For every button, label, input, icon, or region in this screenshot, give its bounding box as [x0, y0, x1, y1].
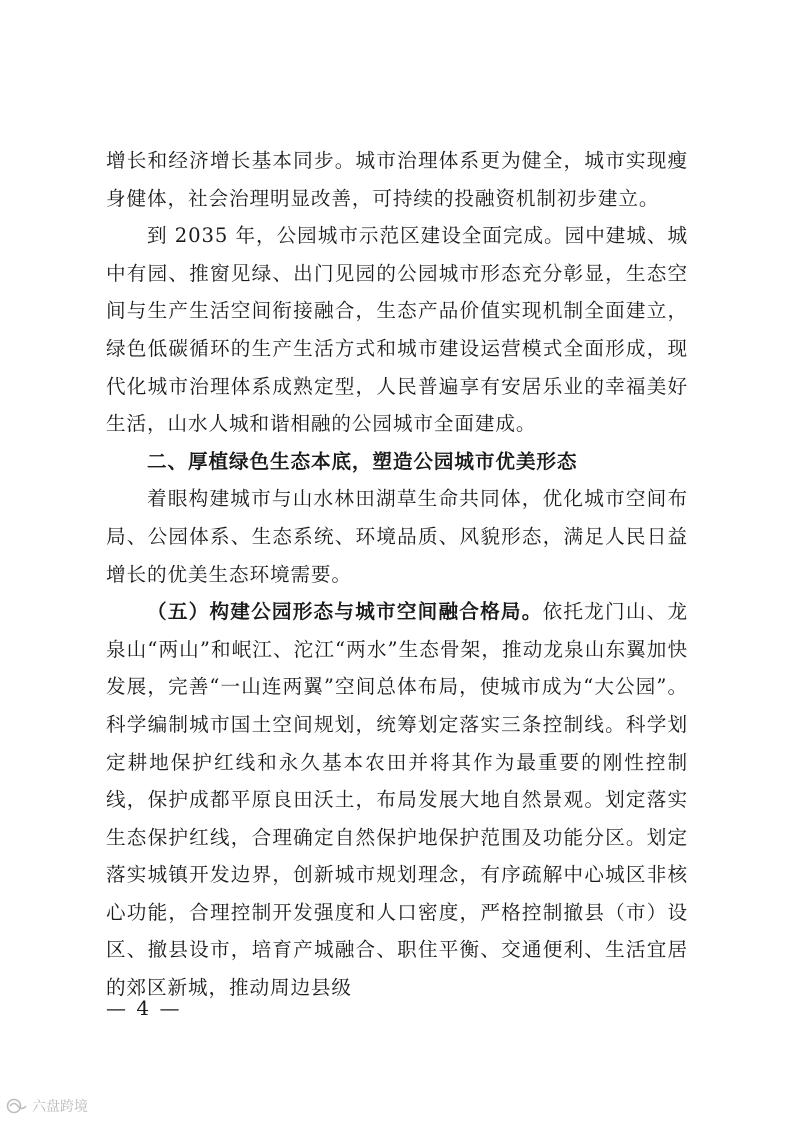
document-body	[106, 142, 688, 1007]
app-logo-icon	[6, 1097, 28, 1115]
paragraph-section-intro: 着眼构建城市与山水林田湖草生命共同体，优化城市空间布局、公园体系、生态系统、环境品质、风貌形态，满足人民日益增长的优美生态环境需要。	[106, 487, 688, 586]
item-five-lead: （五）构建公园形态与城市空间融合格局。	[147, 600, 543, 624]
section-heading: 二、厚植绿色生态本底，塑造公园城市优美形态	[147, 449, 578, 473]
paragraph-2035-goals: 到 2035 年，公园城市示范区建设全面完成。园中建城、城中有园、推窗见绿、出门见园的公园城市形态充分彰显，生态空间与生产生活空间衔接融合，生态产品价值实现机制全面建立，绿色低碳循环的生产生活方式和城市建设运营模式全面形成，现代化城市治理体系成熟定型，人民普遍享有安居乐业的幸福美好生活，山水人城和谐相融的公园城市全面建成。	[106, 224, 688, 436]
paragraph-goals-continued: 增长和经济增长基本同步。城市治理体系更为健全，城市实现瘦身健体，社会治理明显改善，可持续的投融资机制初步建立。	[106, 149, 688, 210]
watermark	[6, 1096, 88, 1116]
watermark-text: 六盘跨境	[32, 1099, 88, 1115]
paragraph-item-five	[106, 593, 688, 1007]
item-five-text: 依托龙门山、龙泉山“两山”和岷江、沱江“两水”生态骨架，推动龙泉山东翼加快发展，完善“一山连两翼”空间总体布局，使城市成为“大公园”。科学编制城市国土空间规划，统筹划定落实三条控制线。科学划定耕地保护红线和永久基本农田并将其作为最重要的刚性控制线，保护成都平原良田沃土，布局发展大地自然景观。划定落实生态保护红线，合理确定自然保护地保护范围及功能分区。划定落实城镇开发边界，创新城市规划理念，有序疏解中心城区非核心功能，合理控制开发强度和人口密度，严格控制撤县（市）设区、撤县设市，培育产城融合、职住平衡、交通便利、生活宜居的郊区新城，推动周边县级	[106, 600, 688, 1000]
page-number: — 4 —	[106, 996, 182, 1020]
